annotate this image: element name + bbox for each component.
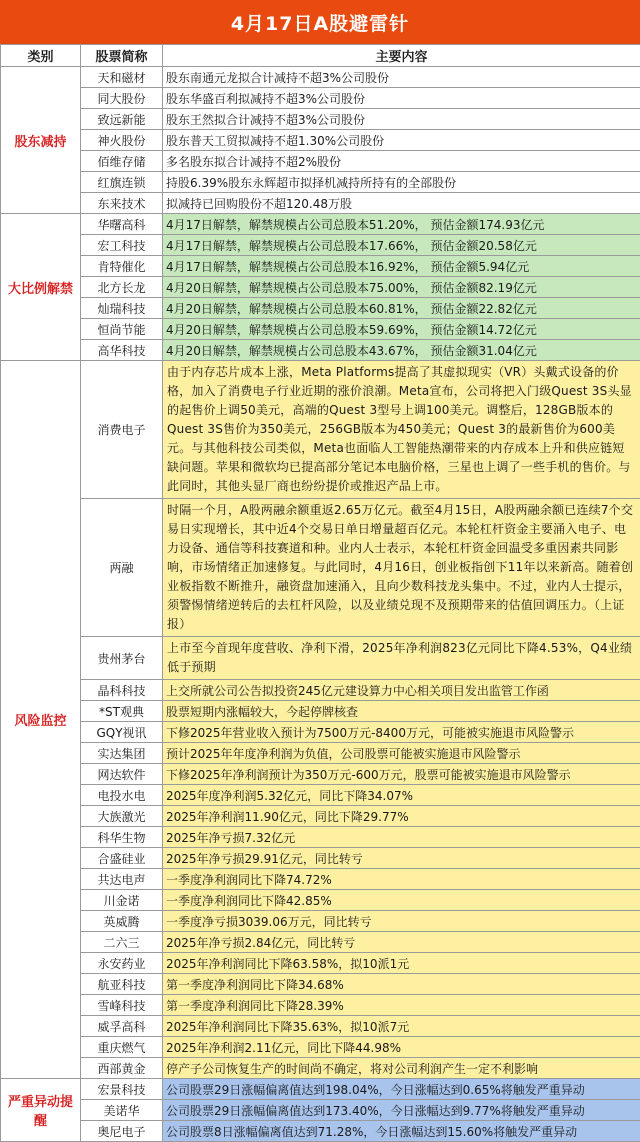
stock-name-cell: 北方长龙: [81, 277, 163, 298]
stock-name-cell: 佰维存储: [81, 151, 163, 172]
content-cell: 公司股票8日涨幅偏离值达到71.28%，今日涨幅达到15.60%将触发严重异动: [163, 1121, 640, 1142]
table-row: [1, 1079, 640, 1100]
table-row: [1, 499, 640, 637]
table-row: [1, 722, 640, 743]
stock-name-cell: 华曙高科: [81, 214, 163, 235]
content-cell: 2025年净亏损7.32亿元: [163, 827, 640, 848]
risk-table: [0, 44, 640, 1142]
stock-name-cell: 威孚高科: [81, 1016, 163, 1037]
table-row: [1, 974, 640, 995]
header-main-content: 主要内容: [163, 45, 640, 67]
content-cell: 上交所就公司公告拟投资245亿元建设算力中心相关项目发出监管工作函: [163, 680, 640, 701]
table-row: [1, 1121, 640, 1142]
table-row: [1, 193, 640, 214]
content-cell: 停产子公司恢复生产的时间尚不确定，将对公司利润产生一定不利影响: [163, 1058, 640, 1079]
table-row: [1, 890, 640, 911]
content-cell: 一季度净利润同比下降74.72%: [163, 869, 640, 890]
table-row: [1, 953, 640, 974]
content-cell: 4月17日解禁，解禁规模占公司总股本16.92%， 预估金额5.94亿元: [163, 256, 640, 277]
stock-name-cell: 重庆燃气: [81, 1037, 163, 1058]
stock-name-cell: 大族激光: [81, 806, 163, 827]
table-row: [1, 764, 640, 785]
table-row: [1, 130, 640, 151]
stock-name-cell: 雪峰科技: [81, 995, 163, 1016]
content-cell: 2025年净利润11.90亿元，同比下降29.77%: [163, 806, 640, 827]
table-row: [1, 277, 640, 298]
stock-name-cell: 肯特催化: [81, 256, 163, 277]
content-cell: 2025年净利润同比下降35.63%，拟10派7元: [163, 1016, 640, 1037]
table-row: [1, 1100, 640, 1121]
stock-name-cell: 天和磁材: [81, 67, 163, 88]
table-row: [1, 256, 640, 277]
stock-name-cell: 恒尚节能: [81, 319, 163, 340]
content-cell: 股东普天工贸拟减持不超1.30%公司股份: [163, 130, 640, 151]
stock-name-cell: 英威腾: [81, 911, 163, 932]
stock-name-cell: 红旗连锁: [81, 172, 163, 193]
header-stock-name: 股票简称: [81, 45, 163, 67]
content-cell: 多名股东拟合计减持不超2%股份: [163, 151, 640, 172]
stock-name-cell: 网达软件: [81, 764, 163, 785]
stock-name-cell: 二六三: [81, 932, 163, 953]
table-row: [1, 361, 640, 499]
stock-name-cell: 两融: [81, 499, 163, 637]
table-row: [1, 298, 640, 319]
stock-name-cell: 神火股份: [81, 130, 163, 151]
content-cell: 股东南通元龙拟合计减持不超3%公司股份: [163, 67, 640, 88]
stock-name-cell: 宏工科技: [81, 235, 163, 256]
table-row: [1, 67, 640, 88]
table-row: [1, 1016, 640, 1037]
table-row: [1, 319, 640, 340]
content-cell: 公司股票29日涨幅偏离值达到198.04%，今日涨幅达到0.65%将触发严重异动: [163, 1079, 640, 1100]
table-body: [1, 67, 640, 1142]
page-title: 4月17日A股避雷针: [0, 0, 640, 44]
content-cell: 下修2025年营业收入预计为7500万元-8400万元，可能被实施退市风险警示: [163, 722, 640, 743]
stock-name-cell: GQY视讯: [81, 722, 163, 743]
content-cell: 2025年净亏损2.84亿元，同比转亏: [163, 932, 640, 953]
content-cell: 股东王然拟合计减持不超3%公司股份: [163, 109, 640, 130]
content-cell: 由于内存芯片成本上涨，Meta Platforms提高了其虚拟现实（VR）头戴式设备的价格，加入了消费电子行业近期的涨价浪潮。Meta宣布，公司将把入门级Quest 3S头显的起售价上调50美元，高端的Quest 3型号上调100美元。调整后，128GB版本的Quest 3S售价为350美元，256GB版本为450美元；Quest 3的最新售价为600美元。与其他科技公司类似，Meta也面临人工智能热潮带来的内存成本上升和供应链短缺问题。苹果和微软均已提高部分笔记本电脑价格，三星也上调了一些手机的售价。与此同时，其他头显厂商也纷纷提价或推迟产品上市。: [163, 361, 640, 499]
table-row: [1, 680, 640, 701]
stock-name-cell: 高华科技: [81, 340, 163, 361]
stock-name-cell: 奥尼电子: [81, 1121, 163, 1142]
stock-name-cell: 同大股份: [81, 88, 163, 109]
content-cell: 4月17日解禁，解禁规模占公司总股本51.20%， 预估金额174.93亿元: [163, 214, 640, 235]
stock-name-cell: 实达集团: [81, 743, 163, 764]
table-row: [1, 88, 640, 109]
stock-name-cell: 美诺华: [81, 1100, 163, 1121]
table-row: [1, 869, 640, 890]
table-row: [1, 214, 640, 235]
stock-name-cell: *ST观典: [81, 701, 163, 722]
stock-name-cell: 科华生物: [81, 827, 163, 848]
content-cell: 4月17日解禁，解禁规模占公司总股本17.66%， 预估金额20.58亿元: [163, 235, 640, 256]
content-cell: 下修2025年净利润预计为350万元-600万元，股票可能被实施退市风险警示: [163, 764, 640, 785]
stock-name-cell: 西部黄金: [81, 1058, 163, 1079]
content-cell: 拟减持已回购股份不超120.48万股: [163, 193, 640, 214]
table-row: [1, 1058, 640, 1079]
table-row: [1, 701, 640, 722]
stock-name-cell: 贵州茅台: [81, 637, 163, 680]
stock-name-cell: 共达电声: [81, 869, 163, 890]
content-cell: 公司股票29日涨幅偏离值达到173.40%，今日涨幅达到9.77%将触发严重异动: [163, 1100, 640, 1121]
category-cell: 股东减持: [1, 67, 81, 214]
content-cell: 第一季度净利润同比下降28.39%: [163, 995, 640, 1016]
category-cell: 严重异动提醒: [1, 1079, 81, 1142]
table-row: [1, 1037, 640, 1058]
stock-name-cell: 东来技术: [81, 193, 163, 214]
content-cell: 4月20日解禁，解禁规模占公司总股本60.81%， 预估金额22.82亿元: [163, 298, 640, 319]
content-cell: 4月20日解禁，解禁规模占公司总股本59.69%， 预估金额14.72亿元: [163, 319, 640, 340]
stock-name-cell: 晶科科技: [81, 680, 163, 701]
content-cell: 2025年净利润2.11亿元，同比下降44.98%: [163, 1037, 640, 1058]
content-cell: 持股6.39%股东永辉超市拟择机减持所持有的全部股份: [163, 172, 640, 193]
content-cell: 2025年净亏损29.91亿元，同比转亏: [163, 848, 640, 869]
content-cell: 2025年度净利润5.32亿元，同比下降34.07%: [163, 785, 640, 806]
table-row: [1, 109, 640, 130]
table-row: [1, 340, 640, 361]
stock-name-cell: 致远新能: [81, 109, 163, 130]
content-cell: 股东华盛百利拟减持不超3%公司股份: [163, 88, 640, 109]
content-cell: 4月20日解禁，解禁规模占公司总股本75.00%， 预估金额82.19亿元: [163, 277, 640, 298]
content-cell: 上市至今首现年度营收、净利下滑，2025年净利润823亿元同比下降4.53%，Q4业绩低于预期: [163, 637, 640, 680]
table-row: [1, 637, 640, 680]
stock-name-cell: 消费电子: [81, 361, 163, 499]
content-cell: 一季度净利润同比下降42.85%: [163, 890, 640, 911]
category-cell: 风险监控: [1, 361, 81, 1079]
stock-name-cell: 航亚科技: [81, 974, 163, 995]
category-cell: 大比例解禁: [1, 214, 81, 361]
stock-name-cell: 宏景科技: [81, 1079, 163, 1100]
content-cell: 时隔一个月，A股两融余额重返2.65万亿元。截至4月15日，A股两融余额已连续7个交易日实现增长，其中近4个交易日单日增量超百亿元。本轮杠杆资金主要涌入电子、电力设备、通信等科技赛道和种。业内人士表示，本轮杠杆资金回温受多重因素共同影响，市场情绪正加速修复。与此同时，4月16日，创业板指创下11年以来新高。随着创业板指数不断推升，融资盘加速涌入，且向少数科技龙头集中。不过，业内人士提示，须警惕情绪逆转后的去杠杆风险，以及业绩兑现不及预期带来的估值回调压力。（上证报）: [163, 499, 640, 637]
table-row: [1, 911, 640, 932]
content-cell: 股票短期内涨幅较大，今起停牌核查: [163, 701, 640, 722]
table-row: [1, 151, 640, 172]
stock-name-cell: 永安药业: [81, 953, 163, 974]
table-row: [1, 172, 640, 193]
content-cell: 预计2025年年度净利润为负值，公司股票可能被实施退市风险警示: [163, 743, 640, 764]
content-cell: 一季度净亏损3039.06万元，同比转亏: [163, 911, 640, 932]
stock-name-cell: 川金诺: [81, 890, 163, 911]
table-row: [1, 827, 640, 848]
table-row: [1, 995, 640, 1016]
table-row: [1, 848, 640, 869]
content-cell: 2025年净利润同比下降63.58%，拟10派1元: [163, 953, 640, 974]
header-category: 类别: [1, 45, 81, 67]
table-row: [1, 235, 640, 256]
stock-name-cell: 灿瑞科技: [81, 298, 163, 319]
content-cell: 第一季度净利润同比下降34.68%: [163, 974, 640, 995]
table-row: [1, 806, 640, 827]
stock-name-cell: 电投水电: [81, 785, 163, 806]
table-row: [1, 785, 640, 806]
table-row: [1, 932, 640, 953]
content-cell: 4月20日解禁，解禁规模占公司总股本43.67%， 预估金额31.04亿元: [163, 340, 640, 361]
table-row: [1, 743, 640, 764]
stock-name-cell: 合盛硅业: [81, 848, 163, 869]
table-header-row: [1, 45, 640, 67]
